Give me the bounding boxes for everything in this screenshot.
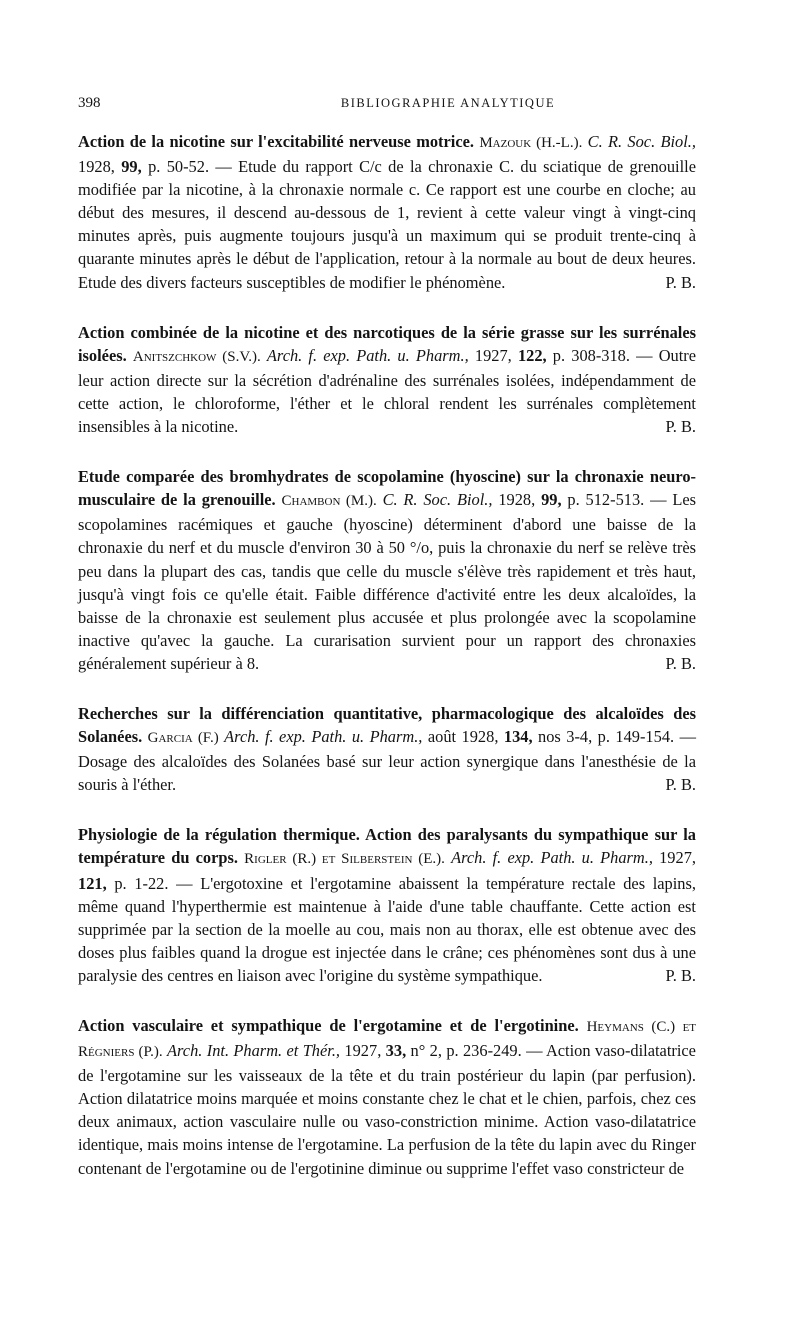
entry-pages: p. 50-52. [148, 157, 210, 177]
entry-volume: 99, [541, 490, 562, 510]
entry-journal: C. R. Soc. Biol., [382, 490, 493, 510]
entry-summary: — Dosage des alcaloïdes des Solanées basé sur leur action synergique dans l'anesthésie de la souris à l'éther. [78, 727, 696, 795]
entry-year: 1927, [344, 1041, 382, 1061]
entry-summary: — Action vaso-dilatatrice de l'ergotamine sur les vaisseaux de la tête et du train postérieur du lapin (par perfusion). Action dilatatrice moins marquée et moins constante chez le chat et le chien, parfois, chez ces deux animaux, action vasculaire nulle ou vaso-constriction minime. Action vaso-dilatatrice identique, mais moins intense de l'ergotamine. La perfusion de la tête du lapin avec du Ringer contenant de l'ergotamine ou de l'ergotinine diminue ou supprime l'effet vaso constricteur de [78, 1041, 696, 1178]
entry-year: 1928, [78, 157, 115, 177]
bibliography-entries [78, 130, 696, 1207]
entry-signature: P. B. [665, 272, 696, 292]
entry-pages: p. 308-318. [552, 345, 630, 365]
entry-signature: P. B. [665, 417, 696, 437]
entry-volume: 33, [385, 1041, 407, 1061]
entry-volume: 121, [78, 873, 107, 893]
entry-title: Action de la nicotine sur l'excitabilité nerveuse motrice. [78, 132, 474, 151]
entry-title: Action combinée de la nicotine et des narcotiques de la série grasse sur les surrénales isolées. [78, 322, 696, 365]
entry-pages: p. 512-513. [567, 490, 645, 510]
entry-journal: Arch. f. exp. Path. u. Pharm., [451, 848, 653, 868]
entry-signature: P. B. [665, 775, 696, 795]
entry-authors: Rigler (R.) et Silberstein (E.). [244, 851, 445, 868]
bibliography-entry [78, 321, 696, 438]
entry-year: 1928, [498, 490, 536, 510]
entry-title: Recherches sur la différenciation quantitative, pharmacologique des alcaloïdes des Solanées. [78, 703, 696, 747]
entry-journal: Arch. Int. Pharm. et Thér., [167, 1041, 341, 1061]
bibliography-entry [78, 130, 696, 294]
entry-pages: p. 1-22. [114, 873, 169, 893]
entry-journal: Arch. f. exp. Path. u. Pharm., [266, 345, 469, 365]
bibliography-entry [78, 823, 696, 987]
entry-volume: 99, [121, 157, 142, 177]
entry-authors: Heymans (C.) et Régniers (P.). [78, 1019, 697, 1061]
entry-journal: Arch. f. exp. Path. u. Pharm., [224, 727, 423, 747]
entry-summary: — L'ergotoxine et l'ergotamine abaissent la température rectale des lapins, même quand l'hyperthermie est maintenue à l'aide d'une table chauffante. Cette action est supprimée par la section de la moelle au cou, mais non au thorax, elle est obtenue avec des doses plus faibles quand la drogue est injectée dans le crâne; ces phénomènes sont dus à une paralysie des centres en liaison avec l'origine du système sympathique. [78, 873, 696, 985]
page-header [78, 95, 718, 115]
bibliography-entry [78, 465, 696, 675]
entry-title: Etude comparée des bromhydrates de scopolamine (hyoscine) sur la chronaxie neuro-musculaire de la grenouille. [78, 467, 696, 510]
bibliography-entry [78, 702, 696, 796]
entry-pages: n° 2, p. 236-249. [410, 1041, 522, 1061]
running-head: BIBLIOGRAPHIE ANALYTIQUE [340, 96, 556, 110]
entry-pages: nos 3-4, p. 149-154. [538, 727, 675, 747]
entry-authors: Chambon (M.). [281, 493, 377, 510]
entry-signature: P. B. [665, 965, 696, 985]
entry-journal: C. R. Soc. Biol., [587, 132, 696, 151]
entry-year: 1927, [474, 345, 512, 365]
entry-title: Action vasculaire et sympathique de l'ergotamine et de l'ergotinine. [78, 1016, 579, 1035]
entry-year: août 1928, [427, 727, 499, 747]
entry-title: Physiologie de la régulation thermique. Action des paralysants du sympathique sur la température du corps. [78, 825, 696, 868]
entry-volume: 122, [517, 345, 547, 365]
entry-authors: Garcia (F.) [147, 730, 219, 747]
entry-summary: — Etude du rapport C/c de la chronaxie C. du sciatique de grenouille modifiée par la nicotine, à la chronaxie normale c. Ce rapport est une courbe en cloche; au début des mesures, il descend au-dessous de 1, revient à cette valeur vingt à vingt-cinq minutes après, puis augmente toujours jusqu'à un maximum qui se produit trente-cinq à quarante minutes après le début de l'application, retour à la normale au bout de deux heures. Etude des divers facteurs susceptibles de modifier le phénomène. [78, 157, 696, 292]
entry-authors: Mazouk (H.-L.). [479, 135, 583, 151]
entry-volume: 134, [503, 727, 533, 747]
page-number: 398 [78, 95, 101, 111]
entry-summary: — Outre leur action directe sur la sécrétion d'adrénaline des surrénales isolées, indépendamment de cette action, le chloroforme, l'éther et le chloral rendent les surrénales complètement insensibles à la nicotine. [78, 345, 697, 437]
entry-authors: Anitszchkow (S.V.). [132, 348, 261, 365]
bibliography-entry [78, 1014, 696, 1180]
entry-signature: P. B. [665, 653, 696, 673]
entry-summary: — Les scopolamines racémiques et gauche (hyoscine) déterminent d'abord une baisse de la chronaxie du nerf et du muscle d'environ 30 à 50 °/o, puis la chronaxie du nerf se relève très peu dans la plupart des cas, tandis que celle du muscle s'élève très rapidement et très haut, jusqu'à vingt fois ce qu'elle était. Faible différence d'activité entre les deux alcaloïdes, la baisse de la chronaxie est seulement plus accusée et plus prolongée avec la scopolamine inactive qu'avec la gauche. La curarisation survient pour un rapport des chronaxies généralement supérieur à 8. [78, 490, 696, 673]
entry-year: 1927, [659, 848, 696, 868]
